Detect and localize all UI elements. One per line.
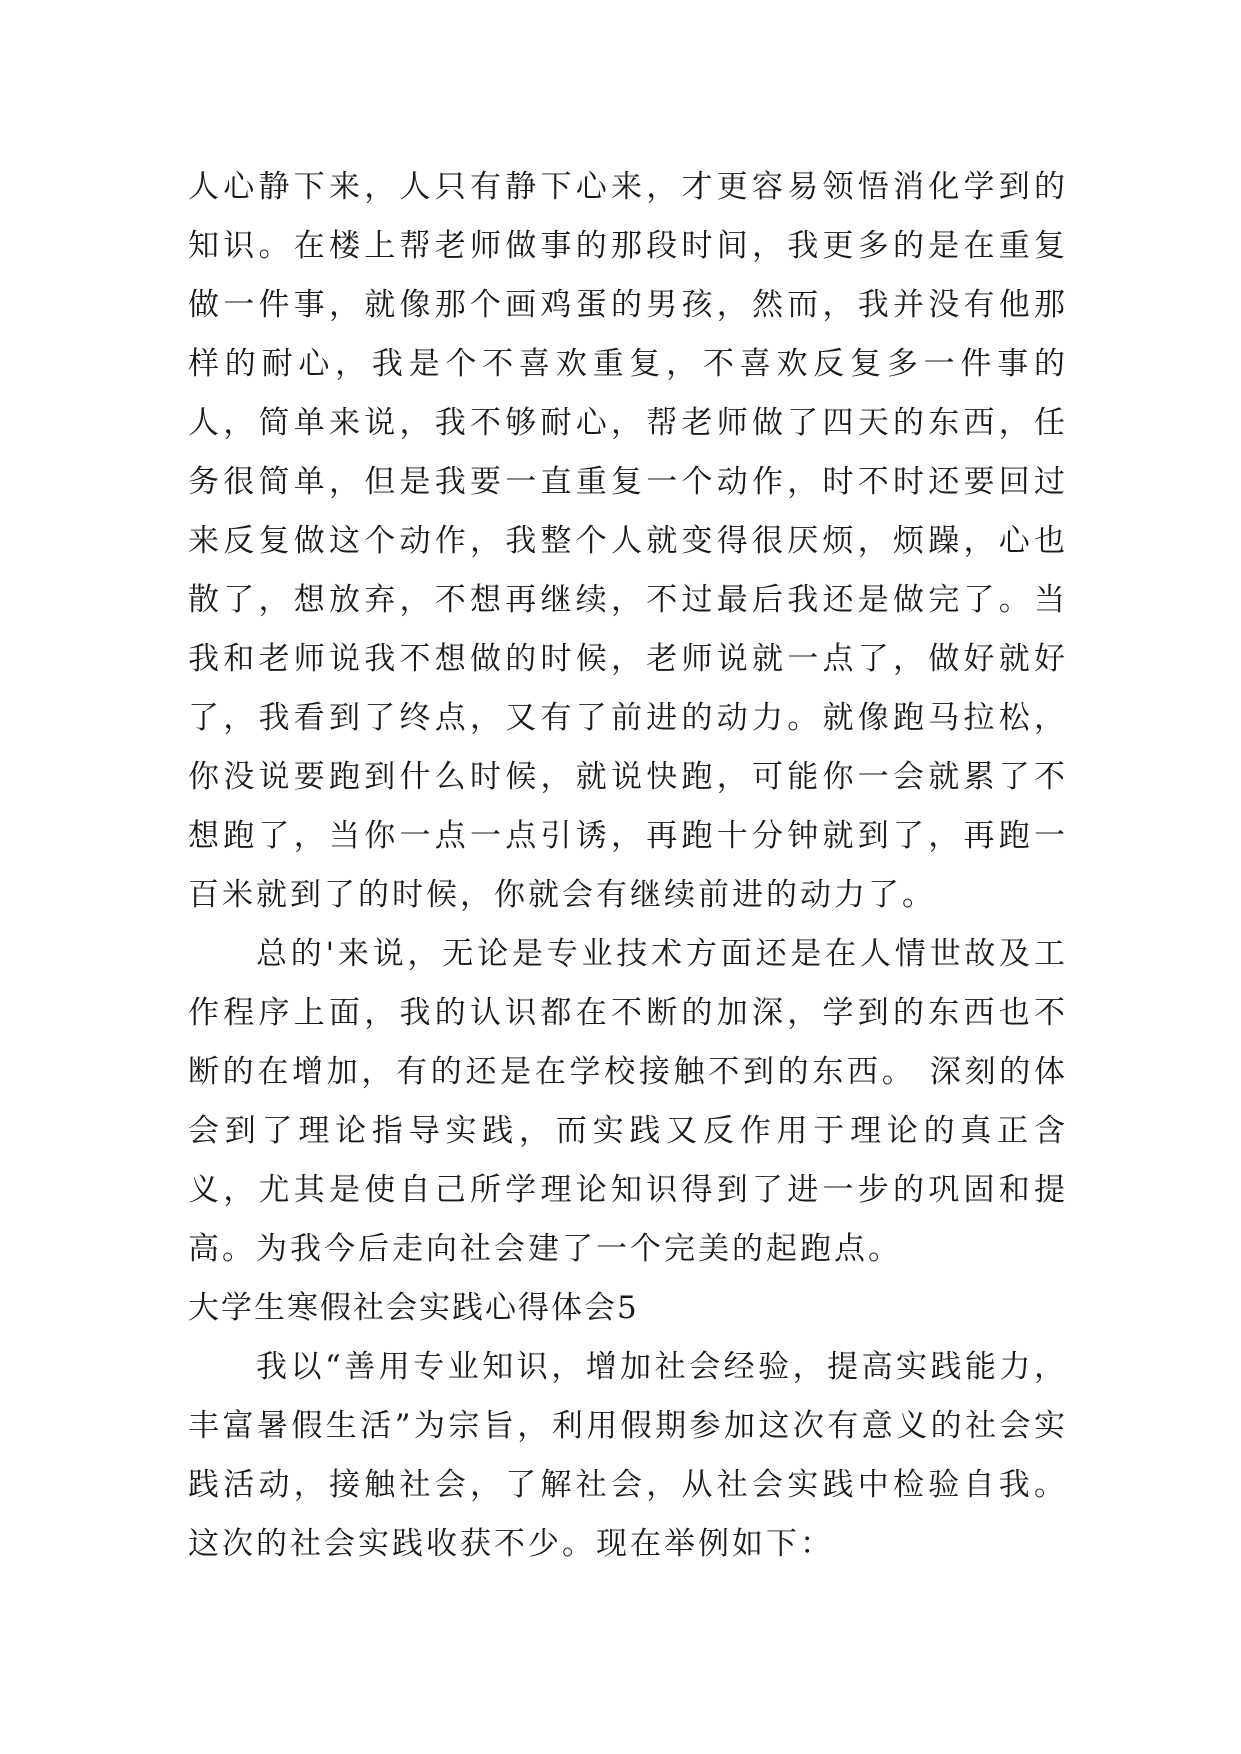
paragraph-continuation: 人心静下来，人只有静下心来，才更容易领悟消化学到的知识。在楼上帮老师做事的那段时间，我更多的是在重复做一件事，就像那个画鸡蛋的男孩，然而，我并没有他那样的耐心，我是个不喜欢重复，不喜欢反复多一件事的人，简单来说，我不够耐心，帮老师做了四天的东西，任务很简单，但是我要一直重复一个动作，时不时还要回过来反复做这个动作，我整个人就变得很厌烦，烦躁，心也散了，想放弃，不想再继续，不过最后我还是做完了。当我和老师说我不想做的时候，老师说就一点了，做好就好了，我看到了终点，又有了前进的动力。就像跑马拉松，你没说要跑到什么时候，就说快跑，可能你一会就累了不想跑了，当你一点一点引诱，再跑十分钟就到了，再跑一百米就到了的时候，你就会有继续前进的动力了。 — [188, 169, 1068, 913]
paragraph-intro: 我以“善用专业知识，增加社会经验，提高实践能力，丰富暑假生活”为宗旨，利用假期参加这次有意义的社会实践活动，接触社会，了解社会，从社会实践中检验自我。这次的社会实践收获不少。现在举例如下： — [188, 1349, 1068, 1562]
document-page — [188, 158, 1068, 1574]
section-heading: 大学生寒假社会实践心得体会5 — [188, 1290, 639, 1326]
paragraph-summary: 总的'来说，无论是专业技术方面还是在人情世故及工作程序上面，我的认识都在不断的加深，学到的东西也不断的在增加，有的还是在学校接触不到的东西。 深刻的体会到了理论指导实践，而实践又反作用于理论的真正含义，尤其是使自己所学理论知识得到了进一步的巩固和提高。为我今后走向社会建了一个完美的起跑点。 — [188, 936, 1068, 1267]
